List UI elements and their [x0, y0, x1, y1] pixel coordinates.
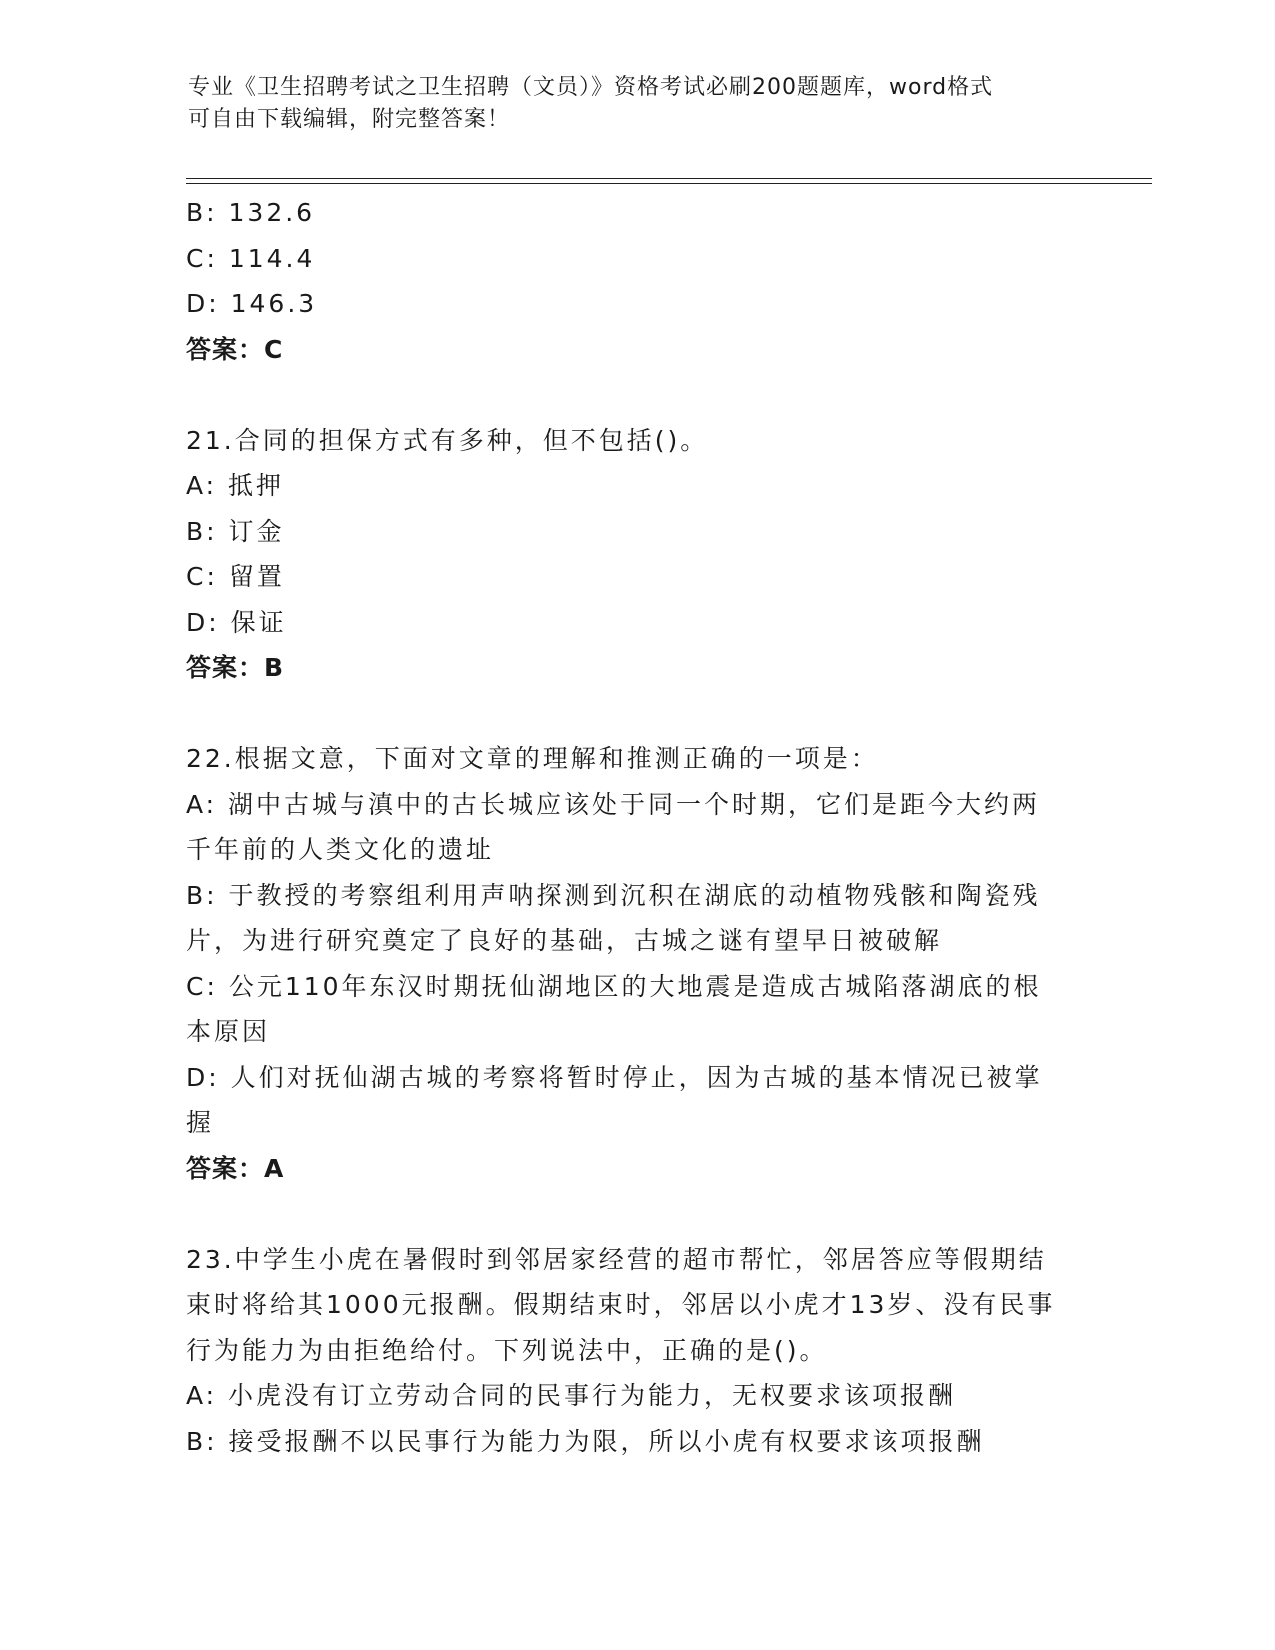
header-divider-bottom — [186, 183, 1152, 184]
answer-value: A — [264, 1153, 285, 1183]
option-b: B: 于教授的考察组利用声呐探测到沉积在湖底的动植物残骸和陶瓷残片，为进行研究奠定了良好的基础，古城之谜有望早日被破解 — [186, 880, 1041, 955]
question-list — [186, 190, 1066, 1464]
option-b: B: 132.6 — [186, 198, 316, 227]
spacer — [186, 372, 1066, 418]
answer-line — [186, 645, 1066, 691]
question-stem: 21.合同的担保方式有多种，但不包括()。 — [186, 425, 709, 455]
answer-line — [186, 1146, 1066, 1192]
header-divider-top — [186, 178, 1152, 179]
option-c: C: 留置 — [186, 562, 285, 591]
document-header — [188, 72, 1078, 136]
answer-line — [186, 327, 1066, 373]
question-block-prev — [186, 190, 1066, 372]
question-block-22 — [186, 736, 1066, 1191]
header-title-line-1: 专业《卫生招聘考试之卫生招聘（文员）》资格考试必刷200题题库，word格式 — [188, 75, 994, 100]
option-d: D: 人们对抚仙湖古城的考察将暂时停止，因为古城的基本情况已被掌握 — [186, 1062, 1043, 1137]
option-a: A: 抵押 — [186, 471, 285, 500]
spacer — [186, 1191, 1066, 1237]
option-d: D: 保证 — [186, 607, 287, 637]
question-block-21 — [186, 418, 1066, 691]
option-a: A: 小虎没有订立劳动合同的民事行为能力，无权要求该项报酬 — [186, 1381, 957, 1410]
question-stem: 22.根据文意，下面对文章的理解和推测正确的一项是： — [186, 744, 879, 773]
answer-label: 答案： — [186, 1153, 265, 1183]
answer-label: 答案： — [186, 653, 265, 682]
question-block-23 — [186, 1237, 1066, 1465]
answer-value: B — [264, 653, 285, 682]
header-title-line-2: 可自由下载编辑，附完整答案！ — [188, 107, 511, 132]
option-c: C: 公元110年东汉时期抚仙湖地区的大地震是造成古城陷落湖底的根本原因 — [186, 971, 1042, 1046]
answer-label: 答案： — [186, 334, 265, 364]
option-b: B: 接受报酬不以民事行为能力为限，所以小虎有权要求该项报酬 — [186, 1426, 985, 1456]
option-d: D: 146.3 — [186, 289, 318, 318]
spacer — [186, 691, 1066, 737]
answer-value: C — [264, 334, 284, 364]
option-a: A: 湖中古城与滇中的古长城应该处于同一个时期，它们是距今大约两千年前的人类文化的遗址 — [186, 789, 1041, 864]
question-stem: 23.中学生小虎在暑假时到邻居家经营的超市帮忙，邻居答应等假期结束时将给其1000元报酬。假期结束时，邻居以小虎才13岁、没有民事行为能力为由拒绝给付。下列说法中，正确的是()。 — [186, 1244, 1056, 1365]
option-b: B: 订金 — [186, 516, 285, 546]
option-c: C: 114.4 — [186, 243, 316, 273]
